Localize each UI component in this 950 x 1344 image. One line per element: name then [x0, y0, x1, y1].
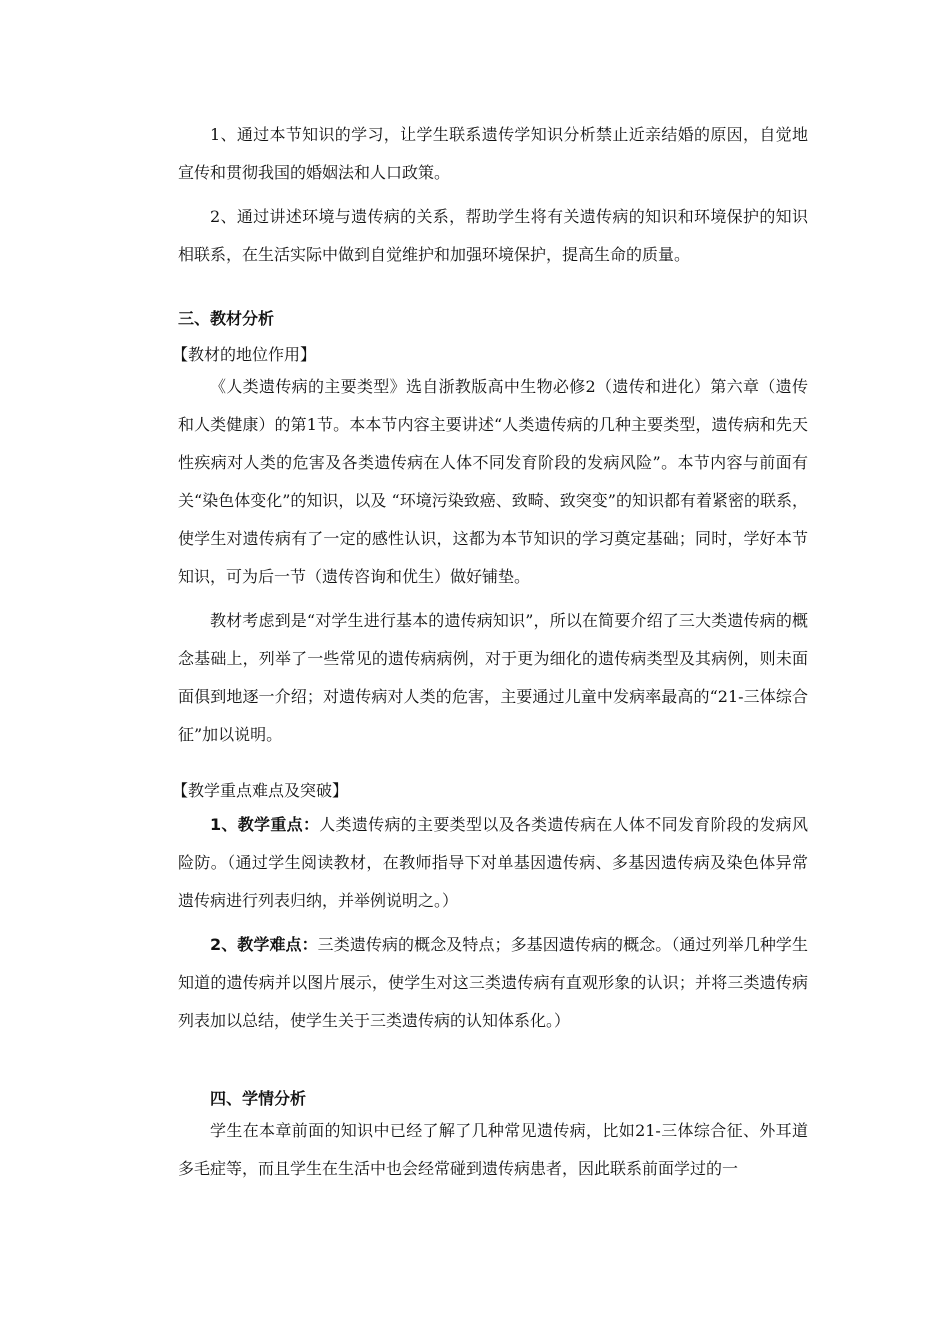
key-point-text: 人类遗传病的主要类型以及各类遗传病在人体不同发育阶段的发病风险防。（通过学生阅读教材，在教师指导下对单基因遗传病、多基因遗传病及染色体异常遗传病进行列表归纳，并举例说明之。）	[178, 815, 808, 910]
status-block	[178, 368, 808, 754]
learner-block	[178, 1112, 808, 1188]
key-point-label: 1、教学重点：	[210, 815, 320, 834]
goals-block	[178, 116, 808, 274]
keys-heading: 【教学重点难点及突破】	[172, 781, 349, 800]
difficulty-text: 三类遗传病的概念及特点；多基因遗传病的概念。（通过列举几种学生知道的遗传病并以图片展示，使学生对这三类遗传病有直观形象的认识；并将三类遗传病列表加以总结，使学生关于三类遗传病的认知体系化。）	[178, 935, 808, 1030]
status-paragraph-2: 教材考虑到是“对学生进行基本的遗传病知识”，所以在简要介绍了三大类遗传病的概念基础上，列举了一些常见的遗传病病例，对于更为细化的遗传病类型及其病例，则未面面俱到地逐一介绍；对遗传病对人类的危害，主要通过儿童中发病率最高的“21-三体综合征”加以说明。	[178, 611, 808, 744]
status-paragraph-1: 《人类遗传病的主要类型》选自浙教版高中生物必修2（遗传和进化）第六章（遗传和人类健康）的第1节。本本节内容主要讲述“人类遗传病的几种主要类型，遗传病和先天性疾病对人类的危害及各类遗传病在人体不同发育阶段的发病风险”。本节内容与前面有关“染色体变化”的知识，以及 “环境污染致癌、致畸、致突变”的知识都有着紧密的联系，使学生对遗传病有了一定的感性认识，这都为本节知识的学习奠定基础；同时，学好本节知识，可为后一节（遗传咨询和优生）做好铺垫。	[178, 377, 808, 586]
section-4-title: 四、学情分析	[210, 1089, 307, 1108]
goal-paragraph-2: 2、通过讲述环境与遗传病的关系，帮助学生将有关遗传病的知识和环境保护的知识相联系，在生活实际中做到自觉维护和加强环境保护，提高生命的质量。	[178, 207, 808, 264]
section-3-title: 三、教材分析	[178, 309, 275, 328]
status-heading: 【教材的地位作用】	[172, 345, 317, 364]
keys-block	[178, 806, 808, 1040]
goal-paragraph-1: 1、通过本节知识的学习，让学生联系遗传学知识分析禁止近亲结婚的原因，自觉地宣传和贯彻我国的婚姻法和人口政策。	[178, 125, 808, 182]
difficulty-label: 2、教学难点：	[210, 935, 318, 954]
learner-paragraph: 学生在本章前面的知识中已经了解了几种常见遗传病，比如21-三体综合征、外耳道多毛症等，而且学生在生活中也会经常碰到遗传病患者，因此联系前面学过的一	[178, 1121, 808, 1178]
key-point-paragraph	[178, 806, 808, 920]
difficulty-paragraph	[178, 926, 808, 1040]
